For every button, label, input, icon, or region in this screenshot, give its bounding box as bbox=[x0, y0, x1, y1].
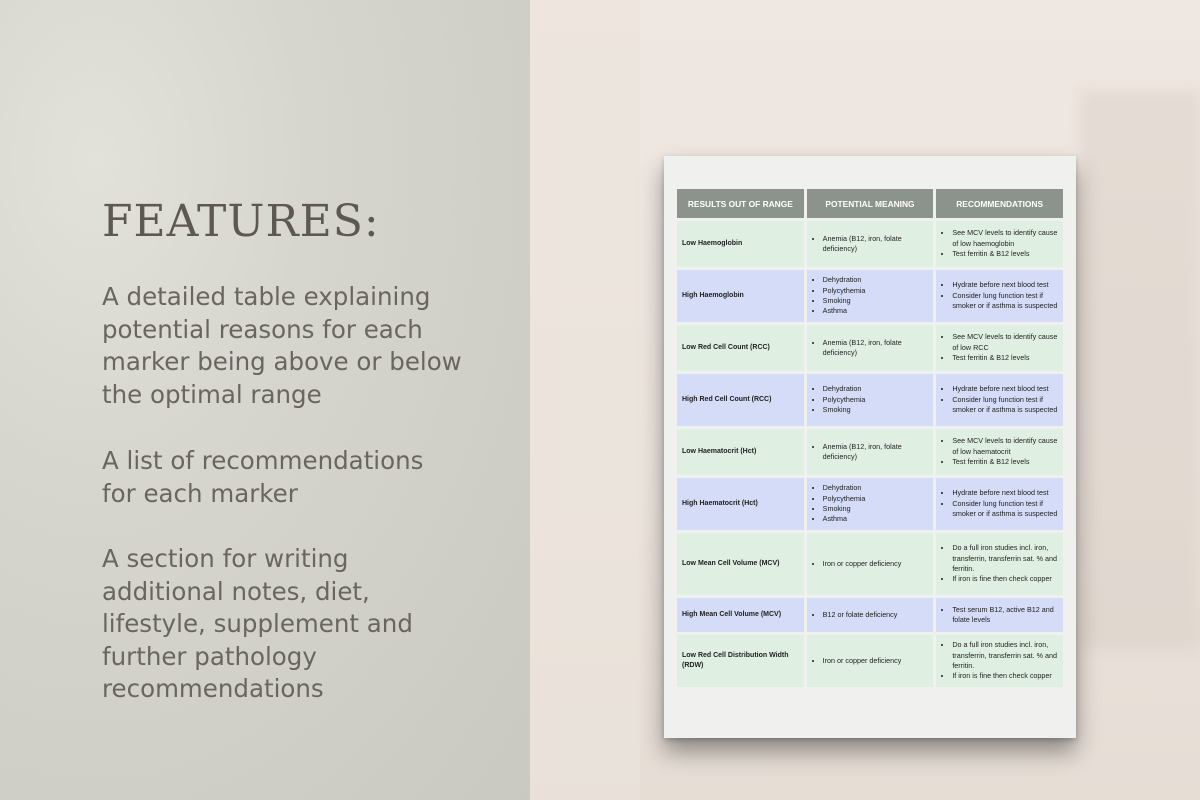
potential-meaning-cell bbox=[807, 635, 934, 687]
recommendation-item: • Test ferritin & B12 levels bbox=[952, 249, 1059, 259]
meaning-item: • Polycythemia bbox=[823, 395, 930, 405]
recommendation-item: • If iron is fine then check copper bbox=[952, 574, 1059, 584]
meaning-item: • Dehydration bbox=[823, 275, 930, 285]
marker-name-cell: High Haematocrit (Hct) bbox=[677, 478, 804, 530]
header-recommendations: RECOMMENDATIONS bbox=[936, 189, 1063, 218]
table-row bbox=[677, 325, 1063, 371]
table-row bbox=[677, 221, 1063, 267]
header-results-out-of-range: RESULTS OUT OF RANGE bbox=[677, 189, 804, 218]
potential-meaning-cell bbox=[807, 533, 934, 595]
potential-meaning-list bbox=[811, 610, 930, 620]
potential-meaning-list bbox=[811, 384, 930, 415]
recommendation-item: • Test ferritin & B12 levels bbox=[952, 457, 1059, 467]
table-row bbox=[677, 429, 1063, 475]
meaning-item: • Iron or copper deficiency bbox=[823, 656, 930, 666]
recommendations-list bbox=[940, 436, 1059, 467]
recommendations-list bbox=[940, 605, 1059, 626]
table-row bbox=[677, 478, 1063, 530]
table-body bbox=[677, 221, 1063, 687]
table-row bbox=[677, 598, 1063, 632]
window-shadow-overlay bbox=[1080, 90, 1200, 650]
meaning-item: • Dehydration bbox=[823, 483, 930, 493]
marker-name-cell: Low Haematocrit (Hct) bbox=[677, 429, 804, 475]
document-page-mockup bbox=[664, 156, 1076, 738]
blood-markers-table bbox=[674, 186, 1066, 690]
marker-name-cell: High Red Cell Count (RCC) bbox=[677, 374, 804, 426]
potential-meaning-list bbox=[811, 442, 930, 463]
table-row bbox=[677, 270, 1063, 322]
table-row bbox=[677, 635, 1063, 687]
recommendations-list bbox=[940, 228, 1059, 259]
meaning-item: • Iron or copper deficiency bbox=[823, 559, 930, 569]
meaning-item: • Polycythemia bbox=[823, 286, 930, 296]
recommendations-cell bbox=[936, 478, 1063, 530]
recommendations-cell bbox=[936, 635, 1063, 687]
potential-meaning-cell bbox=[807, 270, 934, 322]
marker-name-cell: Low Haemoglobin bbox=[677, 221, 804, 267]
recommendation-item: • Do a full iron studies incl. iron, transferrin, transferrin sat. % and ferritin. bbox=[952, 543, 1059, 574]
recommendation-item: • Test serum B12, active B12 and folate levels bbox=[952, 605, 1059, 626]
recommendations-list bbox=[940, 543, 1059, 585]
table-row bbox=[677, 533, 1063, 595]
recommendations-cell bbox=[936, 533, 1063, 595]
potential-meaning-list bbox=[811, 234, 930, 255]
light-shadow-overlay bbox=[530, 0, 640, 800]
recommendations-cell bbox=[936, 598, 1063, 632]
recommendations-cell bbox=[936, 429, 1063, 475]
potential-meaning-list bbox=[811, 483, 930, 525]
recommendations-list bbox=[940, 332, 1059, 363]
potential-meaning-cell bbox=[807, 325, 934, 371]
meaning-item: • Dehydration bbox=[823, 384, 930, 394]
potential-meaning-list bbox=[811, 275, 930, 317]
marker-name-cell: Low Red Cell Count (RCC) bbox=[677, 325, 804, 371]
potential-meaning-list bbox=[811, 338, 930, 359]
recommendation-item: • If iron is fine then check copper bbox=[952, 671, 1059, 681]
recommendation-item: • See MCV levels to identify cause of low haematocrit bbox=[952, 436, 1059, 457]
recommendation-item: • Do a full iron studies incl. iron, transferrin, transferrin sat. % and ferritin. bbox=[952, 640, 1059, 671]
recommendation-item: • Hydrate before next blood test bbox=[952, 384, 1059, 394]
recommendations-list bbox=[940, 640, 1059, 682]
recommendation-item: • See MCV levels to identify cause of low RCC bbox=[952, 332, 1059, 353]
feature-item-notes: A section for writing additional notes, diet, lifestyle, supplement and further pathology recommendations bbox=[102, 544, 413, 703]
potential-meaning-list bbox=[811, 656, 930, 666]
recommendation-item: • Test ferritin & B12 levels bbox=[952, 353, 1059, 363]
feature-item-recommendations: A list of recommendations for each marker bbox=[102, 446, 424, 508]
recommendation-item: • Consider lung function test if smoker or if asthma is suspected bbox=[952, 291, 1059, 312]
meaning-item: • Anemia (B12, iron, folate deficiency) bbox=[823, 234, 930, 255]
features-heading: FEATURES: bbox=[102, 196, 380, 247]
recommendations-list bbox=[940, 488, 1059, 519]
marker-name-cell: High Haemoglobin bbox=[677, 270, 804, 322]
recommendations-cell bbox=[936, 374, 1063, 426]
table-row bbox=[677, 374, 1063, 426]
meaning-item: • B12 or folate deficiency bbox=[823, 610, 930, 620]
recommendations-cell bbox=[936, 221, 1063, 267]
potential-meaning-list bbox=[811, 559, 930, 569]
meaning-item: • Smoking bbox=[823, 504, 930, 514]
potential-meaning-cell bbox=[807, 598, 934, 632]
recommendation-item: • Hydrate before next blood test bbox=[952, 280, 1059, 290]
marker-name-cell: Low Mean Cell Volume (MCV) bbox=[677, 533, 804, 595]
recommendation-item: • Hydrate before next blood test bbox=[952, 488, 1059, 498]
recommendation-item: • Consider lung function test if smoker or if asthma is suspected bbox=[952, 395, 1059, 416]
feature-item-table: A detailed table explaining potential reasons for each marker being above or below the optimal range bbox=[102, 282, 462, 409]
meaning-item: • Smoking bbox=[823, 296, 930, 306]
potential-meaning-cell bbox=[807, 478, 934, 530]
recommendation-item: • See MCV levels to identify cause of low haemoglobin bbox=[952, 228, 1059, 249]
header-potential-meaning: POTENTIAL MEANING bbox=[807, 189, 934, 218]
recommendations-list bbox=[940, 280, 1059, 311]
meaning-item: • Anemia (B12, iron, folate deficiency) bbox=[823, 442, 930, 463]
potential-meaning-cell bbox=[807, 374, 934, 426]
meaning-item: • Anemia (B12, iron, folate deficiency) bbox=[823, 338, 930, 359]
marker-name-cell: High Mean Cell Volume (MCV) bbox=[677, 598, 804, 632]
potential-meaning-cell bbox=[807, 429, 934, 475]
meaning-item: • Asthma bbox=[823, 306, 930, 316]
recommendations-cell bbox=[936, 270, 1063, 322]
meaning-item: • Smoking bbox=[823, 405, 930, 415]
potential-meaning-cell bbox=[807, 221, 934, 267]
recommendations-list bbox=[940, 384, 1059, 415]
table-header-row bbox=[677, 189, 1063, 218]
recommendation-item: • Consider lung function test if smoker or if asthma is suspected bbox=[952, 499, 1059, 520]
recommendations-cell bbox=[936, 325, 1063, 371]
meaning-item: • Polycythemia bbox=[823, 494, 930, 504]
marker-name-cell: Low Red Cell Distribution Width (RDW) bbox=[677, 635, 804, 687]
meaning-item: • Asthma bbox=[823, 514, 930, 524]
